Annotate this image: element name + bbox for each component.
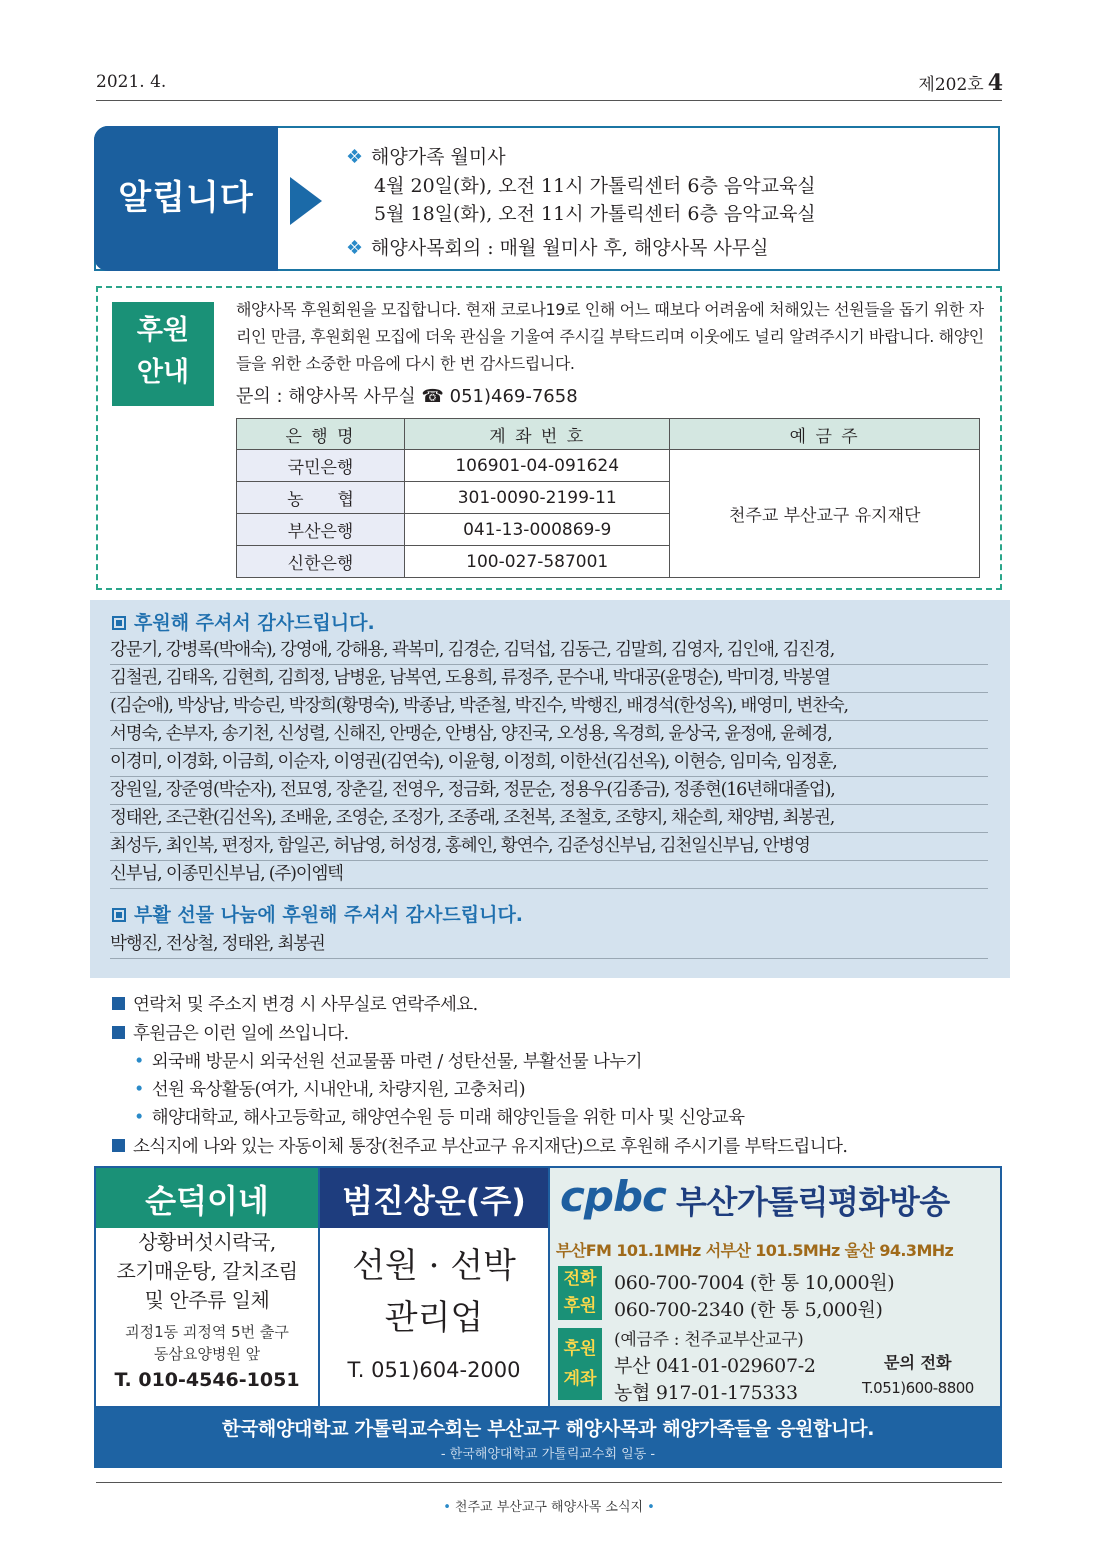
- bank-name: 부산은행: [237, 514, 405, 546]
- info-item-transfer: [112, 1133, 847, 1158]
- ad-shipping-service: 선원 · 선박: [352, 1246, 516, 1286]
- ad-restaurant-menu-line: 및 안주류 일체: [144, 1288, 270, 1312]
- donor-line: 최성두, 최인복, 편정자, 함일곤, 허남영, 허성경, 홍혜인, 황연수, 김준성신부님, 김천일신부님, 안병영: [110, 834, 988, 861]
- support-title-text: 후원 안내: [136, 315, 190, 388]
- issue-number: [918, 70, 1003, 96]
- donation-account: 농협 917-01-175333: [614, 1382, 798, 1404]
- banner-signature: - 한국해양대학교 가톨릭교수회 일동 -: [440, 1447, 656, 1462]
- usage-sub-text: 외국배 방문시 외국선원 선교물품 마련 / 성탄선물, 부활선물 나누기: [151, 1052, 642, 1072]
- ad-shipping-phone: T. 051)604-2000: [347, 1358, 521, 1382]
- thanks-title-text: 후원해 주셔서 감사드립니다.: [134, 612, 375, 634]
- donation-phone: 060-700-2340 (한 통 5,000원): [614, 1299, 883, 1321]
- donation-holder: (예금주 : 천주교부산교구): [614, 1330, 804, 1350]
- table-header-row: [237, 419, 980, 450]
- dot-bullet-icon: •: [134, 1108, 144, 1128]
- dot-bullet-icon: •: [647, 1500, 655, 1515]
- footer-text: 천주교 부산교구 해양사목 소식지: [454, 1500, 644, 1515]
- ad-restaurant-address-line: 괴정1동 괴정역 5번 출구: [125, 1323, 289, 1341]
- square-bullet-icon: [112, 908, 126, 922]
- ad-restaurant-title: 순덕이네: [145, 1182, 269, 1220]
- usage-sub-item: [134, 1104, 744, 1129]
- table-row: [237, 450, 980, 482]
- notice-item-meeting: [346, 233, 768, 260]
- issue-label: 제202호: [918, 75, 984, 95]
- account-donation-tag-text: 후원 계좌: [563, 1339, 597, 1389]
- ad-restaurant-address: [96, 1321, 318, 1365]
- donor-line: 강문기, 강병록(박애숙), 강영애, 강해용, 곽복미, 김경순, 김덕섭, 김동근, 김말희, 김영자, 김인애, 김진경,: [110, 638, 988, 665]
- phone-donation-tag: [558, 1266, 602, 1320]
- easter-thanks-title: [112, 900, 523, 927]
- support-contact: [236, 382, 578, 408]
- dot-bullet-icon: •: [134, 1052, 144, 1072]
- ad-broadcast-frequencies: 부산FM 101.1MHz 서부산 101.5MHz 울산 94.3MHz: [556, 1241, 954, 1260]
- ad-shipping-body: [320, 1240, 548, 1344]
- usage-sub-item: [134, 1076, 525, 1101]
- account-number: 106901-04-091624: [405, 450, 670, 482]
- donor-line: 정태완, 조근환(김선옥), 조배윤, 조영순, 조정가, 조종래, 조천복, 조철호, 조향지, 채순희, 채양범, 최봉권,: [110, 806, 988, 833]
- usage-sub-item: [134, 1048, 642, 1073]
- ad-restaurant-menu: [96, 1228, 318, 1315]
- inquiry-label: 문의 전화: [884, 1353, 952, 1372]
- account-number: 041-13-000869-9: [405, 514, 670, 546]
- notice-item-meeting-text: 해양사목회의 : 매월 월미사 후, 해양사목 사무실: [371, 237, 769, 259]
- info-item-usage-text: 후원금은 이런 일에 쓰입니다.: [133, 1024, 349, 1044]
- support-description: 해양사목 후원회원을 모집합니다. 현재 코로나19로 인해 어느 때보다 어려움에 처해있는 선원들을 돕기 위한 자리인 만큼, 후원회원 모집에 더욱 관심을 기울여 주시길 부탁드리며 이웃에도 널리 알려주시기 바랍니다. 해양인들을 위한 소중한 마음에 다시 한 번 감사드립니다.: [236, 300, 984, 373]
- support-title: [112, 310, 214, 394]
- phone-icon: ☎: [421, 386, 444, 407]
- inquiry-phone: T.051)600-8800: [862, 1379, 974, 1397]
- square-bullet-icon: [112, 1026, 125, 1039]
- ad-restaurant-body: [96, 1228, 318, 1391]
- donor-line: 장원일, 장준영(박순자), 전묘영, 장춘길, 전영우, 정금화, 정문순, 정용우(김종금), 정종현(16년해대졸업),: [110, 778, 988, 805]
- header-divider: [96, 100, 1002, 101]
- account-donation-tag: [558, 1328, 602, 1400]
- ad-restaurant-address-line: 동삼요양병원 앞: [153, 1345, 261, 1363]
- donor-line: 신부님, 이종민신부님, (주)이엠텍: [110, 862, 988, 889]
- phone-donation-tag-text: 전화 후원: [563, 1269, 597, 1316]
- donor-line: 이경미, 이경화, 이금희, 이순자, 이영권(김연숙), 이윤형, 이정희, 이한선(김선옥), 이현승, 임미숙, 임정훈,: [110, 750, 988, 777]
- info-item-contact-text: 연락처 및 주소지 변경 시 사무실로 연락주세요.: [133, 995, 478, 1015]
- banner-message: 한국해양대학교 가톨릭교수회는 부산교구 해양사목과 해양가족들을 응원합니다.: [221, 1418, 875, 1440]
- notice-title: 알립니다: [118, 178, 254, 218]
- ad-restaurant-menu-line: 상황버섯시락국,: [138, 1230, 276, 1254]
- dot-bullet-icon: •: [134, 1080, 144, 1100]
- diamond-bullet-icon: ❖: [346, 237, 364, 259]
- donation-phone: 060-700-7004 (한 통 10,000원): [614, 1272, 895, 1294]
- account-number: 100-027-587001: [405, 546, 670, 578]
- ad-restaurant-menu-line: 조기매운탕, 갈치조림: [116, 1259, 298, 1283]
- notice-item-mass-title: 해양가족 월미사: [371, 146, 506, 168]
- square-bullet-icon: [112, 616, 126, 630]
- info-item-transfer-text: 소식지에 나와 있는 자동이체 통장(천주교 부산교구 유지재단)으로 후원해 주시기를 부탁드립니다.: [133, 1137, 848, 1157]
- usage-sub-text: 선원 육상활동(여가, 시내안내, 차량지원, 고충처리): [151, 1080, 526, 1100]
- bank-name: 국민은행: [237, 450, 405, 482]
- bank-name: 신한은행: [237, 546, 405, 578]
- info-item-usage: [112, 1020, 349, 1045]
- ad-shipping-service: 관리업: [384, 1298, 484, 1338]
- support-contact-phone: 051)469-7658: [449, 386, 578, 407]
- donation-account: 부산 041-01-029607-2: [614, 1355, 816, 1377]
- donor-line: 김철권, 김태옥, 김현희, 김희정, 남병윤, 남복연, 도용희, 류정주, 문수내, 박대공(윤명순), 박미경, 박봉열: [110, 666, 988, 693]
- dot-bullet-icon: •: [443, 1500, 451, 1515]
- easter-thanks-title-text: 부활 선물 나눔에 후원해 주셔서 감사드립니다.: [134, 904, 524, 926]
- donor-line: (김순애), 박상남, 박승린, 박장희(황명숙), 박종남, 박준철, 박진수, 박행진, 배경석(한성옥), 배영미, 변찬숙,: [110, 694, 988, 721]
- donor-line: 서명숙, 손부자, 송기천, 신성렬, 신해진, 안맹순, 안병삼, 양진국, 오성용, 옥경희, 윤상국, 윤정애, 윤혜경,: [110, 722, 988, 749]
- square-bullet-icon: [112, 997, 125, 1010]
- notice-date-april: 4월 20일(화), 오전 11시 가톨릭센터 6층 음악교육실: [374, 175, 816, 197]
- thanks-title: [112, 608, 375, 635]
- diamond-bullet-icon: ❖: [346, 146, 364, 168]
- ad-shipping-title: 범진상운(주): [342, 1182, 526, 1220]
- issue-date: 2021. 4.: [96, 72, 167, 92]
- footer-divider: [96, 1482, 1002, 1483]
- account-number: 301-0090-2199-11: [405, 482, 670, 514]
- ad-broadcast-name: 부산가톨릭평화방송: [676, 1183, 950, 1221]
- cpbc-logo: cpbc: [560, 1172, 666, 1221]
- notice-date-may: 5월 18일(화), 오전 11시 가톨릭센터 6층 음악교육실: [374, 203, 816, 225]
- bank-account-table: [236, 418, 980, 578]
- notice-item-mass: [346, 142, 506, 169]
- page-number: 4: [987, 70, 1003, 96]
- support-contact-label: 문의 : 해양사목 사무실: [236, 386, 416, 407]
- info-item-contact: [112, 991, 478, 1016]
- table-header-holder: 예 금 주: [670, 419, 980, 450]
- account-holder: 천주교 부산교구 유지재단: [670, 450, 980, 578]
- easter-donor-line: 박행진, 전상철, 정태완, 최봉권: [110, 932, 988, 959]
- table-header-bank: 은 행 명: [237, 419, 405, 450]
- bank-name: 농 협: [237, 482, 405, 514]
- square-bullet-icon: [112, 1139, 125, 1152]
- table-header-account: 계 좌 번 호: [405, 419, 670, 450]
- arrow-right-icon: [290, 177, 322, 225]
- footer: [96, 1496, 1002, 1515]
- usage-sub-text: 해양대학교, 해사고등학교, 해양연수원 등 미래 해양인들을 위한 미사 및 신앙교육: [151, 1108, 745, 1128]
- ad-restaurant-phone: T. 010-4546-1051: [114, 1369, 300, 1391]
